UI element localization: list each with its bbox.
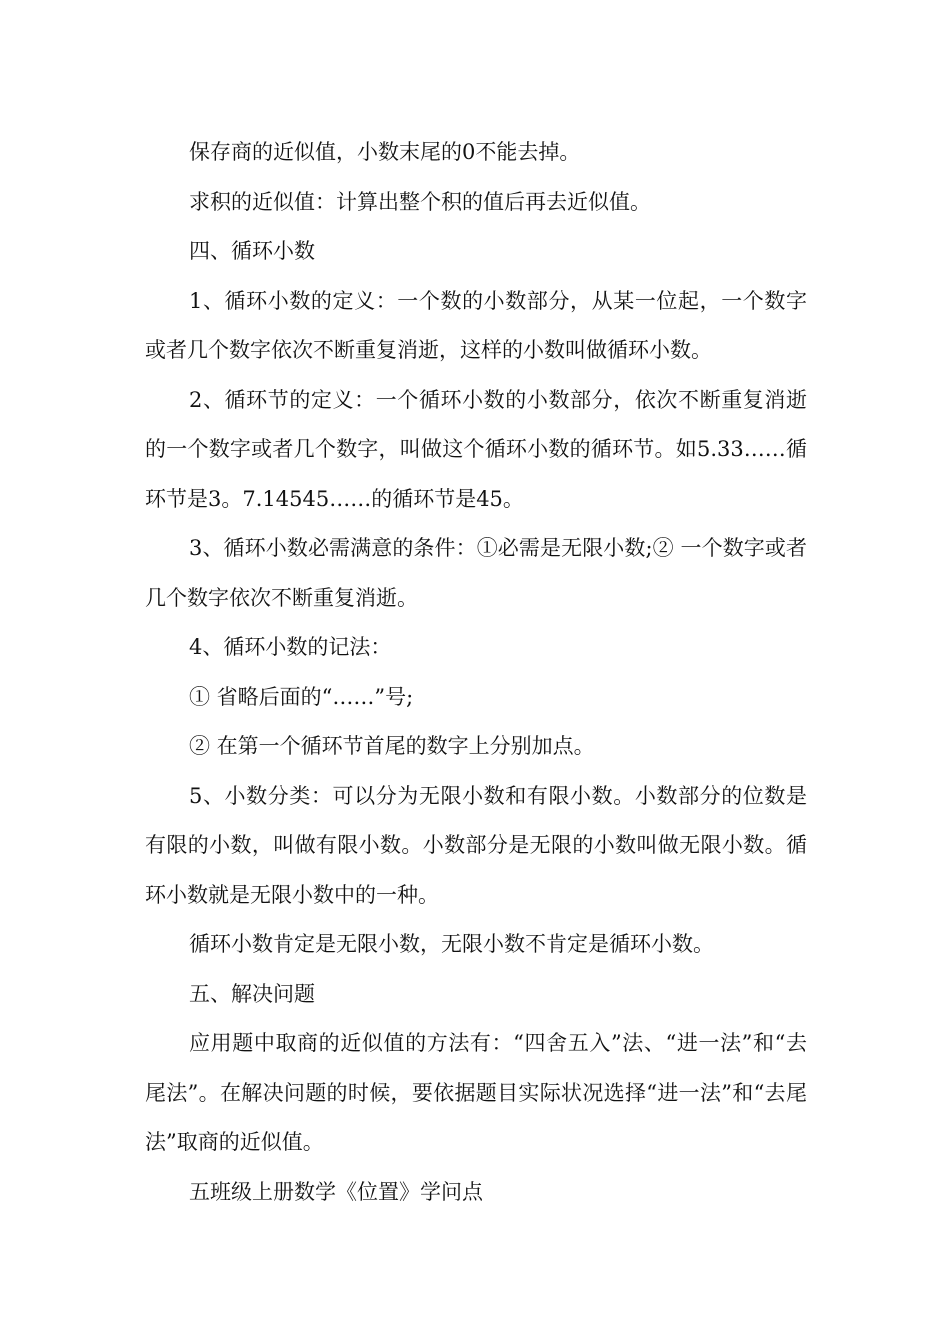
paragraph-notation-ellipsis: ① 省略后面的“……”号;	[189, 684, 414, 709]
paragraph-repeating-decimal-definition: 1、循环小数的定义：一个数的小数部分，从某一位起，一个数字或者几个数字依次不断重复消逝，这样的小数叫做循环小数。	[145, 288, 807, 362]
paragraph-repeating-conditions: 3、循环小数必需满意的条件：①必需是无限小数;② 一个数字或者几个数字依次不断重复消逝。	[145, 536, 807, 610]
paragraph-quotient-approx: 保存商的近似值，小数末尾的0不能去掉。	[189, 140, 581, 164]
paragraph-decimal-classification: 5、小数分类：可以分为无限小数和有限小数。小数部分的位数是有限的小数，叫做有限小数。小数部分是无限的小数叫做无限小数。循环小数就是无限小数中的一种。	[145, 783, 807, 907]
section-heading-problem-solving: 五、解决问题	[189, 981, 315, 1006]
paragraph-repeating-is-infinite: 循环小数肯定是无限小数，无限小数不肯定是循环小数。	[189, 932, 714, 956]
section-heading-repeating-decimals: 四、循环小数	[189, 239, 315, 263]
section-heading-position: 五班级上册数学《位置》学问点	[189, 1179, 483, 1204]
paragraph-product-approx: 求积的近似值：计算出整个积的值后再去近似值。	[189, 189, 651, 214]
document-body	[145, 128, 807, 1217]
paragraph-notation-heading: 4、循环小数的记法：	[189, 635, 392, 659]
paragraph-repetend-definition: 2、循环节的定义：一个循环小数的小数部分，依次不断重复消逝的一个数字或者几个数字，叫做这个循环小数的循环节。如5.33……循环节是3。7.14545……的循环节是45。	[145, 387, 807, 511]
paragraph-notation-dots: ② 在第一个循环节首尾的数字上分别加点。	[189, 734, 595, 758]
paragraph-approx-methods: 应用题中取商的近似值的方法有：“四舍五入”法、“进一法”和“去尾法”。在解决问题的时候，要依据题目实际状况选择“进一法”和“去尾法”取商的近似值。	[145, 1031, 807, 1154]
